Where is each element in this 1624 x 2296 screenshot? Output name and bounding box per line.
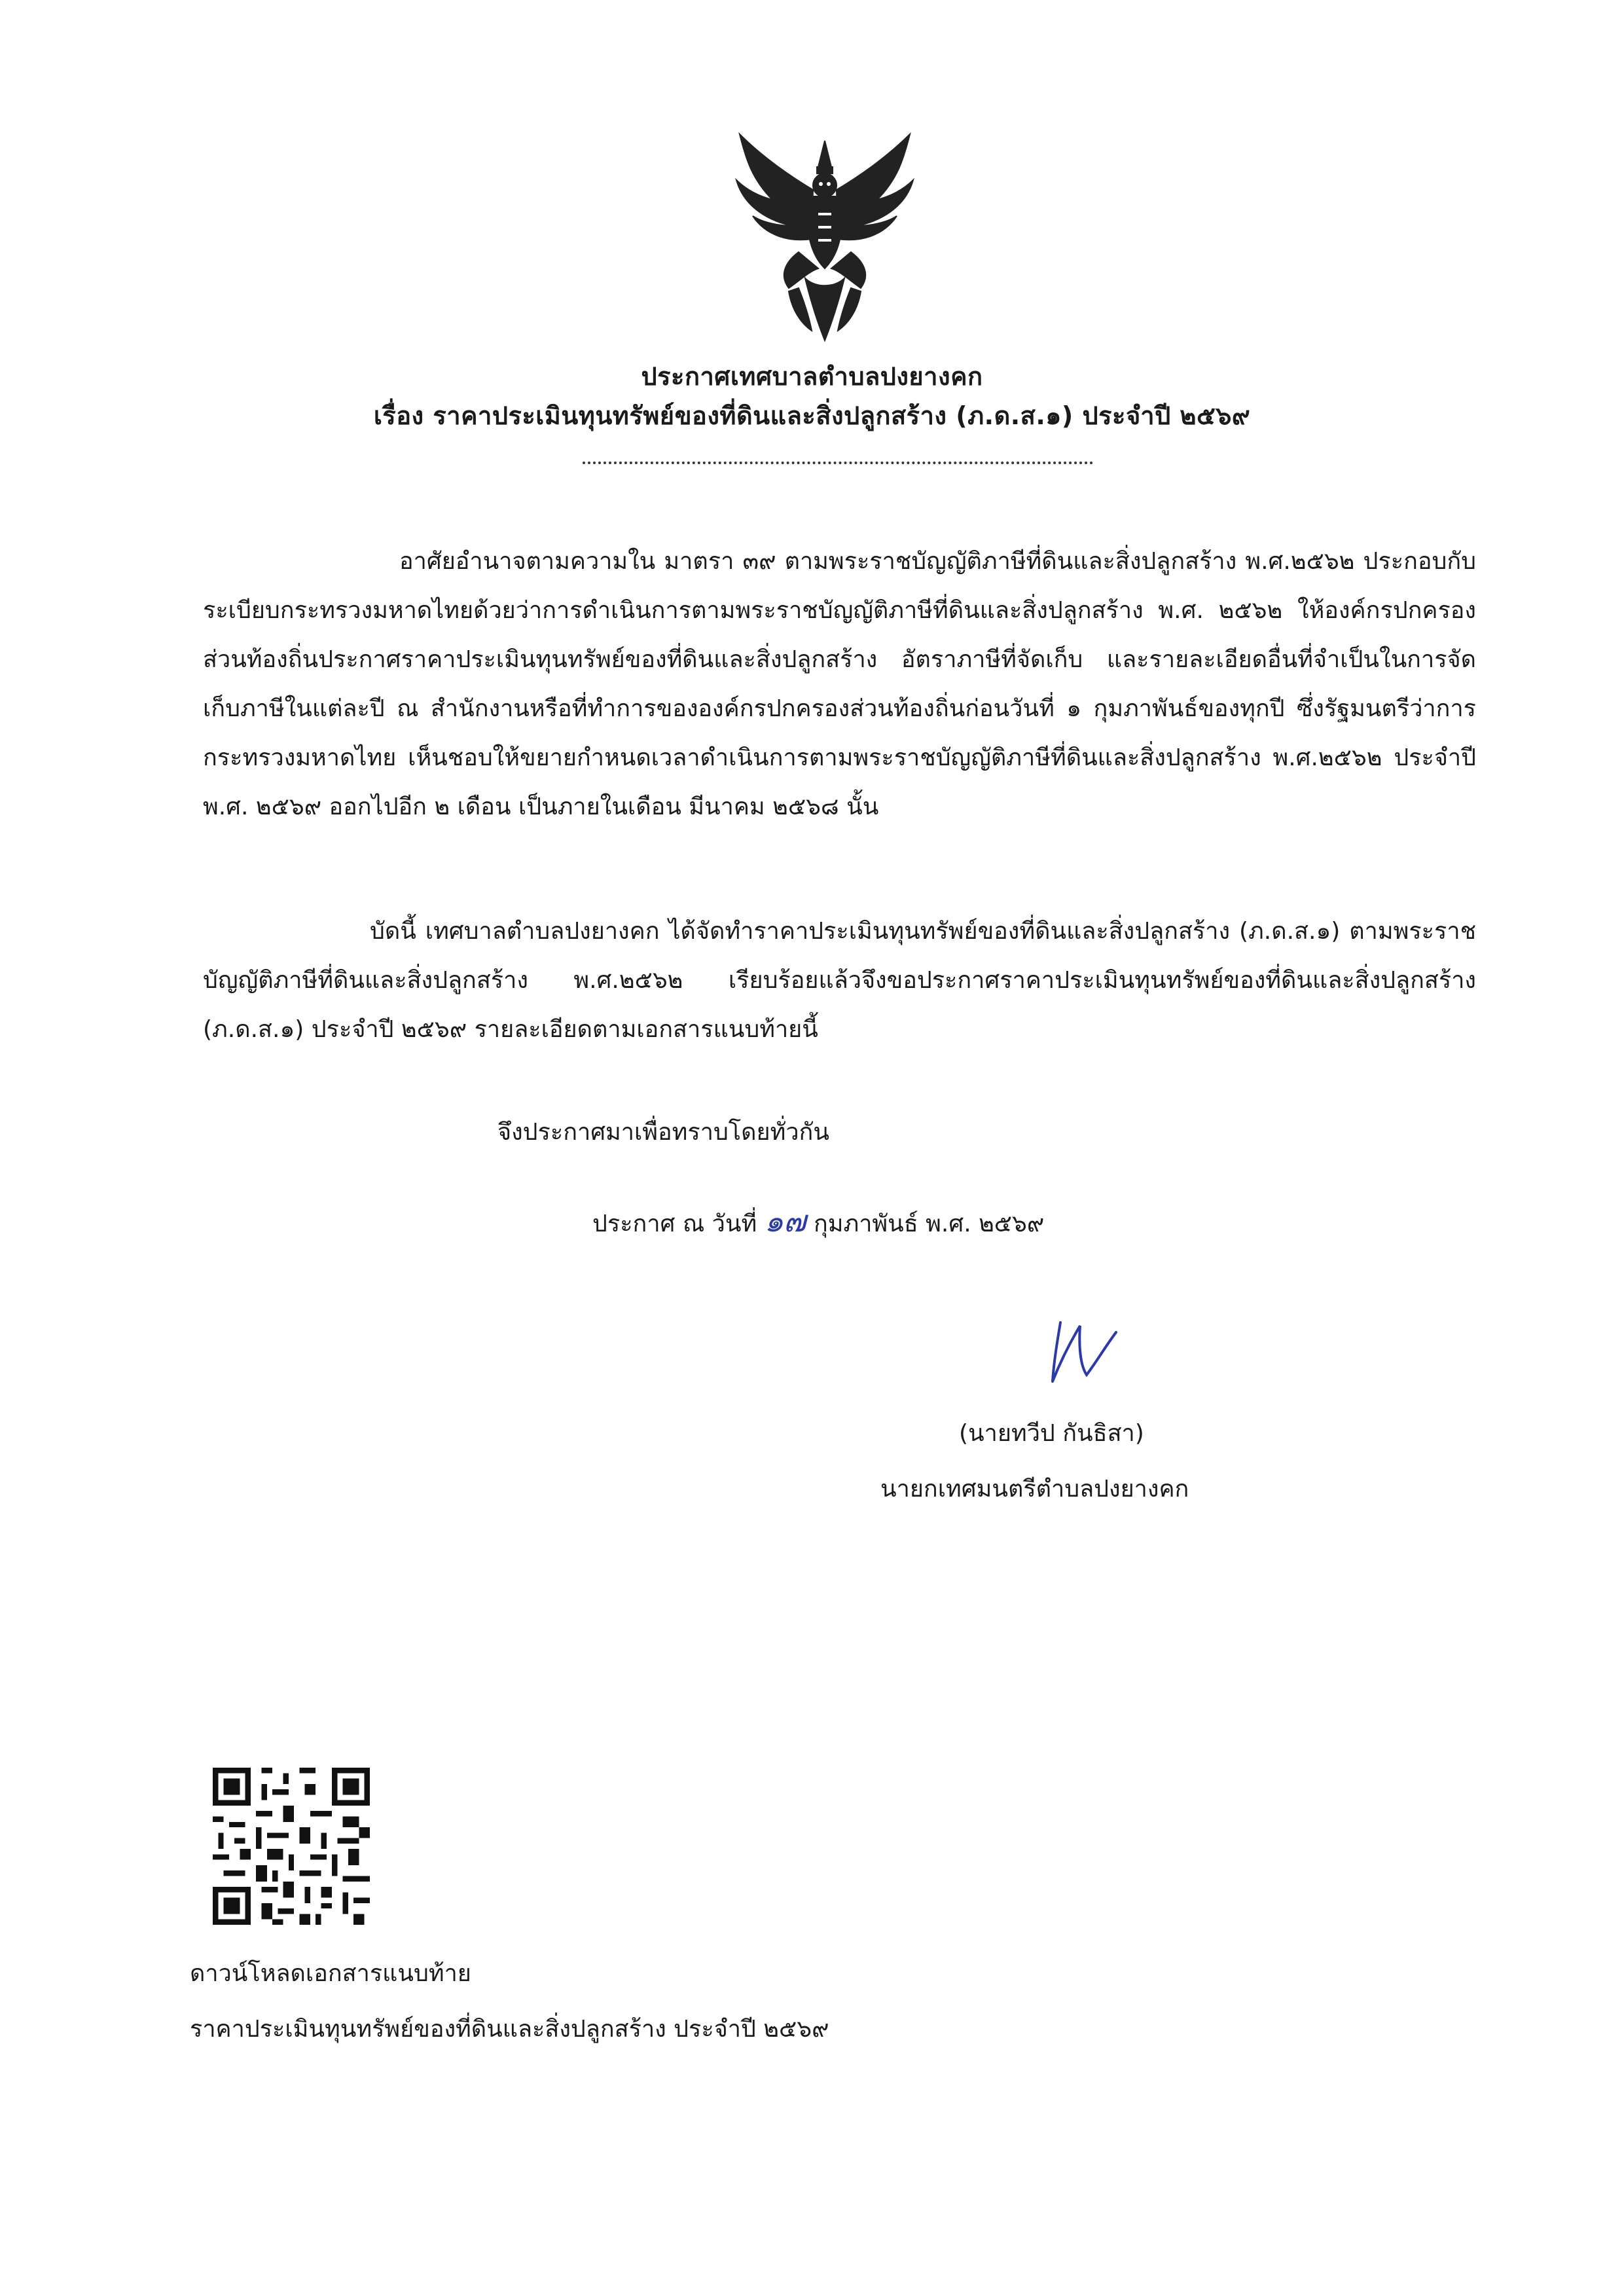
download-description: ราคาประเมินทุนทรัพย์ของที่ดินและสิ่งปลูกสร้าง ประจำปี ๒๕๖๙ (190, 2016, 829, 2043)
announcement-subject: เรื่อง ราคาประเมินทุนทรัพย์ของที่ดินและสิ่งปลูกสร้าง (ภ.ด.ส.๑) ประจำปี ๒๕๖๙ (373, 401, 1251, 430)
title-divider (583, 462, 1093, 464)
paragraph-2-text: บัดนี้ เทศบาลตำบลปงยางคก ได้จัดทำราคาประเมินทุนทรัพย์ของที่ดินและสิ่งปลูกสร้าง (ภ.ด.ส.๑) ตามพระราชบัญญัติภาษีที่ดินและสิ่งปลูกสร้าง พ.ศ.๒๕๖๒ เรียบร้อยแล้วจึงขอประกาศราคาประเมินทุนทรัพย์ของที่ดินและสิ่งปลูกสร้าง (ภ.ด.ส.๑) ประจำปี ๒๕๖๙ รายละเอียดตามเอกสารแนบท้ายนี้ (203, 918, 1476, 1043)
date-prefix: ประกาศ ณ วันที่ (592, 1211, 757, 1237)
announcement-title: ประกาศเทศบาลตำบลปงยางคก (641, 362, 983, 391)
paragraph-1-text: อาศัยอำนาจตามความใน มาตรา ๓๙ ตามพระราชบัญญัติภาษีที่ดินและสิ่งปลูกสร้าง พ.ศ.๒๕๖๒ ประกอบกับระเบียบกระทรวงมหาดไทยด้วยว่าการดำเนินการตามพระราชบัญญัติภาษีที่ดินและสิ่งปลูกสร้าง พ.ศ. ๒๕๖๒ ให้องค์กรปกครองส่วนท้องถิ่นประกาศราคาประเมินทุนทรัพย์ของที่ดินและสิ่งปลูกสร้าง อัตราภาษีที่จัดเก็บ และรายละเอียดอื่นที่จำเป็นในการจัดเก็บภาษีในแต่ละปี ณ สำนักงานหรือที่ทำการขององค์กรปกครองส่วนท้องถิ่นก่อนวันที่ ๑ กุมภาพันธ์ของทุกปี ซึ่งรัฐมนตรีว่าการกระทรวงมหาดไทย เห็นชอบให้ขยายกำหนดเวลาดำเนินการตามพระราชบัญญัติภาษีที่ดินและสิ่งปลูกสร้าง พ.ศ.๒๕๖๒ ประจำปี พ.ศ. ๒๕๖๙ ออกไปอีก ๒ เดือน เป็นภายในเดือน มีนาคม ๒๕๖๘ นั้น (203, 548, 1476, 820)
body-paragraph-2 (203, 907, 1476, 1054)
date-day-handwritten: ๑๗ (764, 1203, 806, 1239)
signatory-name: (นายทวีป กันธิสา) (959, 1420, 1144, 1447)
closing-statement: จึงประกาศมาเพื่อทราบโดยทั่วกัน (497, 1119, 829, 1146)
signature-mark (1034, 1309, 1132, 1388)
announcement-date (592, 1205, 1044, 1241)
qr-code-icon[interactable] (213, 1768, 370, 1925)
announcement-header (0, 357, 1624, 435)
body-paragraph-1 (203, 537, 1476, 831)
signatory-position: นายกเทศมนตรีตำบลปงยางคก (880, 1476, 1189, 1503)
garuda-emblem-icon (727, 128, 923, 344)
download-label: ดาวน์โหลดเอกสารแนบท้าย (190, 1960, 471, 1987)
date-suffix: กุมภาพันธ์ พ.ศ. ๒๕๖๙ (813, 1211, 1045, 1237)
